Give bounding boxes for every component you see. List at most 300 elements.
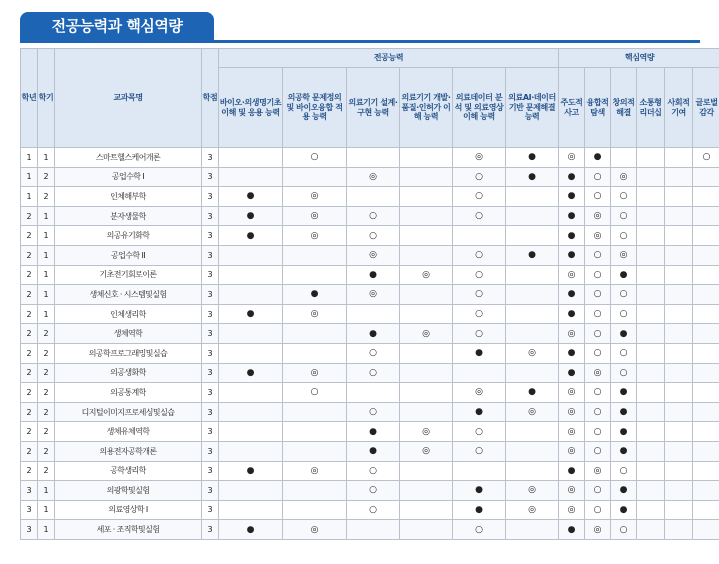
cell-grade: 2 <box>21 324 38 344</box>
cell-major-mark <box>219 422 283 442</box>
cell-semester: 1 <box>38 226 55 246</box>
cell-major-mark: ○ <box>453 520 506 540</box>
cell-major-mark: ○ <box>453 422 506 442</box>
cell-grade: 2 <box>21 422 38 442</box>
cell-major-mark: ○ <box>453 187 506 207</box>
header-semester: 학기 <box>38 49 55 148</box>
cell-course: 인체해부학 <box>55 187 202 207</box>
cell-grade: 2 <box>21 206 38 226</box>
cell-core-mark <box>637 245 665 265</box>
cell-major-mark: ◎ <box>506 500 559 520</box>
cell-core-mark <box>637 324 665 344</box>
cell-major-mark <box>219 285 283 305</box>
cell-major-mark: ○ <box>453 167 506 187</box>
cell-core-mark <box>665 441 693 461</box>
cell-major-mark <box>347 148 400 168</box>
cell-course: 생체신호 · 시스템및실험 <box>55 285 202 305</box>
cell-core-mark: ● <box>559 187 585 207</box>
cell-core-mark: ● <box>611 441 637 461</box>
cell-core-mark: ○ <box>611 187 637 207</box>
cell-semester: 1 <box>38 245 55 265</box>
cell-major-mark: ◎ <box>400 324 453 344</box>
cell-core-mark <box>693 402 719 422</box>
table-row <box>21 402 719 422</box>
cell-core-mark: ○ <box>585 481 611 501</box>
cell-core-mark <box>665 245 693 265</box>
cell-core-mark <box>693 481 719 501</box>
cell-core-mark: ● <box>611 265 637 285</box>
cell-major-mark: ○ <box>453 265 506 285</box>
cell-core-mark: ◎ <box>585 206 611 226</box>
cell-major-mark: ◎ <box>400 441 453 461</box>
cell-major-mark: ○ <box>453 285 506 305</box>
header-credit: 학점 <box>202 49 219 148</box>
cell-core-mark: ◎ <box>559 324 585 344</box>
cell-course: 스마트헬스케어개론 <box>55 148 202 168</box>
cell-major-mark <box>506 363 559 383</box>
cell-core-mark <box>665 206 693 226</box>
cell-core-mark <box>637 206 665 226</box>
cell-core-mark: ● <box>611 324 637 344</box>
cell-credit: 3 <box>202 441 219 461</box>
cell-course: 공학생리학 <box>55 461 202 481</box>
header-major-col: 의료데이터 분석 및 의료영상 이해 능력 <box>453 68 506 148</box>
cell-grade: 3 <box>21 481 38 501</box>
cell-core-mark: ○ <box>611 226 637 246</box>
cell-core-mark: ○ <box>611 363 637 383</box>
cell-major-mark <box>506 422 559 442</box>
cell-credit: 3 <box>202 226 219 246</box>
cell-semester: 1 <box>38 206 55 226</box>
cell-core-mark: ● <box>585 148 611 168</box>
cell-credit: 3 <box>202 422 219 442</box>
cell-major-mark: ◎ <box>400 422 453 442</box>
table-row <box>21 245 719 265</box>
header-core-col: 창의적 해결 <box>611 68 637 148</box>
cell-major-mark <box>219 500 283 520</box>
table-row <box>21 187 719 207</box>
cell-core-mark: ● <box>559 285 585 305</box>
cell-core-mark: ○ <box>585 500 611 520</box>
header-major-col: 의료기기 개발·품질·인허가 이해 능력 <box>400 68 453 148</box>
cell-credit: 3 <box>202 500 219 520</box>
header-major-col: 의공학 문제정의 및 바이오융합 적용 능력 <box>283 68 347 148</box>
cell-core-mark: ○ <box>585 245 611 265</box>
table-body <box>21 148 719 540</box>
cell-major-mark <box>400 461 453 481</box>
cell-core-mark: ○ <box>585 304 611 324</box>
cell-semester: 2 <box>38 343 55 363</box>
cell-credit: 3 <box>202 304 219 324</box>
cell-semester: 1 <box>38 285 55 305</box>
cell-core-mark: ◎ <box>559 441 585 461</box>
cell-core-mark: ○ <box>611 206 637 226</box>
cell-core-mark: ◎ <box>585 520 611 540</box>
table-row <box>21 167 719 187</box>
cell-major-mark <box>506 461 559 481</box>
cell-major-mark <box>400 304 453 324</box>
cell-core-mark: ◎ <box>559 422 585 442</box>
cell-major-mark <box>400 383 453 403</box>
cell-major-mark: ● <box>347 265 400 285</box>
cell-major-mark: ● <box>453 500 506 520</box>
cell-major-mark <box>283 422 347 442</box>
cell-core-mark: ○ <box>611 461 637 481</box>
table-row <box>21 285 719 305</box>
cell-major-mark <box>400 500 453 520</box>
cell-course: 의공통계학 <box>55 383 202 403</box>
cell-major-mark <box>506 226 559 246</box>
cell-core-mark <box>637 363 665 383</box>
cell-major-mark: ◎ <box>283 304 347 324</box>
cell-major-mark <box>506 187 559 207</box>
cell-grade: 2 <box>21 343 38 363</box>
cell-major-mark <box>400 245 453 265</box>
cell-major-mark: ● <box>506 167 559 187</box>
cell-course: 의공학프로그래밍및실습 <box>55 343 202 363</box>
header-grade: 학년 <box>21 49 38 148</box>
cell-grade: 3 <box>21 500 38 520</box>
cell-semester: 2 <box>38 422 55 442</box>
header-core-group: 핵심역량 <box>559 49 719 68</box>
cell-major-mark <box>453 226 506 246</box>
cell-grade: 2 <box>21 285 38 305</box>
cell-credit: 3 <box>202 402 219 422</box>
cell-grade: 2 <box>21 383 38 403</box>
cell-core-mark: ● <box>559 206 585 226</box>
cell-core-mark: ○ <box>611 343 637 363</box>
cell-grade: 1 <box>21 187 38 207</box>
cell-core-mark: ◎ <box>611 167 637 187</box>
table-row <box>21 520 719 540</box>
cell-credit: 3 <box>202 363 219 383</box>
cell-major-mark <box>506 304 559 324</box>
cell-core-mark: ● <box>559 461 585 481</box>
cell-core-mark: ◎ <box>611 245 637 265</box>
cell-major-mark: ◎ <box>506 481 559 501</box>
cell-grade: 2 <box>21 441 38 461</box>
header-core-col: 융합적 탐색 <box>585 68 611 148</box>
cell-core-mark <box>665 461 693 481</box>
cell-major-mark: ● <box>219 461 283 481</box>
cell-major-mark: ◎ <box>347 167 400 187</box>
cell-major-mark: ● <box>347 441 400 461</box>
cell-major-mark: ○ <box>453 441 506 461</box>
cell-major-mark: ◎ <box>283 187 347 207</box>
cell-major-mark: ◎ <box>400 265 453 285</box>
cell-core-mark <box>637 441 665 461</box>
cell-major-mark: ● <box>219 187 283 207</box>
cell-core-mark: ◎ <box>585 226 611 246</box>
cell-semester: 2 <box>38 461 55 481</box>
cell-major-mark <box>219 441 283 461</box>
cell-core-mark <box>637 461 665 481</box>
cell-major-mark: ○ <box>453 206 506 226</box>
cell-core-mark: ○ <box>585 167 611 187</box>
cell-core-mark <box>693 422 719 442</box>
cell-major-mark <box>453 363 506 383</box>
cell-core-mark <box>693 265 719 285</box>
cell-major-mark <box>400 343 453 363</box>
cell-core-mark <box>637 304 665 324</box>
cell-major-mark: ● <box>453 481 506 501</box>
cell-core-mark: ● <box>559 520 585 540</box>
cell-core-mark <box>693 461 719 481</box>
cell-major-mark <box>400 206 453 226</box>
cell-major-mark: ● <box>347 324 400 344</box>
cell-grade: 1 <box>21 148 38 168</box>
cell-core-mark: ● <box>559 304 585 324</box>
cell-core-mark <box>665 265 693 285</box>
table-row <box>21 422 719 442</box>
table-row <box>21 148 719 168</box>
cell-core-mark <box>665 324 693 344</box>
cell-core-mark: ○ <box>585 265 611 285</box>
cell-credit: 3 <box>202 343 219 363</box>
cell-core-mark: ◎ <box>559 481 585 501</box>
cell-grade: 1 <box>21 167 38 187</box>
cell-core-mark <box>665 343 693 363</box>
cell-grade: 2 <box>21 363 38 383</box>
cell-major-mark <box>506 206 559 226</box>
table-row <box>21 343 719 363</box>
cell-credit: 3 <box>202 383 219 403</box>
cell-major-mark: ● <box>506 383 559 403</box>
cell-major-mark: ● <box>219 520 283 540</box>
cell-grade: 2 <box>21 402 38 422</box>
cell-grade: 3 <box>21 520 38 540</box>
cell-core-mark <box>637 383 665 403</box>
cell-major-mark: ○ <box>347 206 400 226</box>
cell-core-mark <box>637 148 665 168</box>
cell-major-mark <box>219 343 283 363</box>
cell-core-mark <box>637 520 665 540</box>
cell-core-mark <box>665 520 693 540</box>
cell-semester: 1 <box>38 148 55 168</box>
cell-major-mark <box>400 148 453 168</box>
cell-major-mark <box>283 441 347 461</box>
cell-major-mark <box>400 520 453 540</box>
competency-table <box>20 48 719 540</box>
cell-core-mark <box>693 245 719 265</box>
cell-credit: 3 <box>202 148 219 168</box>
cell-semester: 2 <box>38 402 55 422</box>
cell-credit: 3 <box>202 167 219 187</box>
cell-core-mark <box>665 481 693 501</box>
cell-core-mark: ◎ <box>559 265 585 285</box>
cell-semester: 1 <box>38 481 55 501</box>
table-row <box>21 363 719 383</box>
cell-major-mark <box>506 285 559 305</box>
cell-core-mark <box>611 148 637 168</box>
cell-major-mark <box>283 481 347 501</box>
header-core-col: 주도적 사고 <box>559 68 585 148</box>
cell-core-mark <box>665 363 693 383</box>
cell-major-mark <box>283 500 347 520</box>
cell-major-mark <box>400 187 453 207</box>
header-core-col: 글로벌 감각 <box>693 68 719 148</box>
cell-course: 생체유체역학 <box>55 422 202 442</box>
cell-major-mark <box>283 343 347 363</box>
cell-semester: 1 <box>38 520 55 540</box>
cell-core-mark: ○ <box>611 304 637 324</box>
cell-core-mark: ● <box>559 245 585 265</box>
cell-major-mark <box>283 265 347 285</box>
cell-core-mark: ○ <box>585 383 611 403</box>
cell-major-mark: ● <box>347 422 400 442</box>
cell-core-mark <box>693 187 719 207</box>
cell-core-mark: ◎ <box>559 383 585 403</box>
cell-core-mark <box>665 304 693 324</box>
cell-major-mark: ◎ <box>283 461 347 481</box>
cell-core-mark <box>665 226 693 246</box>
cell-major-mark: ○ <box>347 363 400 383</box>
table-row <box>21 500 719 520</box>
cell-credit: 3 <box>202 324 219 344</box>
table-row <box>21 265 719 285</box>
cell-major-mark: ○ <box>347 481 400 501</box>
cell-core-mark: ● <box>611 500 637 520</box>
cell-core-mark: ● <box>611 481 637 501</box>
cell-credit: 3 <box>202 461 219 481</box>
cell-core-mark <box>637 265 665 285</box>
header-major-col: 의료AI·데이터 기반 문제해결 능력 <box>506 68 559 148</box>
cell-core-mark <box>637 187 665 207</box>
cell-major-mark <box>347 383 400 403</box>
cell-course: 인체생리학 <box>55 304 202 324</box>
cell-core-mark: ◎ <box>559 402 585 422</box>
cell-grade: 2 <box>21 304 38 324</box>
cell-major-mark: ○ <box>347 226 400 246</box>
cell-core-mark <box>693 363 719 383</box>
header-course: 교과목명 <box>55 49 202 148</box>
cell-major-mark: ○ <box>347 500 400 520</box>
cell-core-mark <box>665 187 693 207</box>
cell-course: 공업수학 II <box>55 245 202 265</box>
table-row <box>21 383 719 403</box>
cell-credit: 3 <box>202 285 219 305</box>
cell-credit: 3 <box>202 206 219 226</box>
cell-major-mark <box>219 481 283 501</box>
cell-major-mark: ○ <box>453 304 506 324</box>
cell-major-mark <box>453 461 506 481</box>
cell-major-mark: ◎ <box>453 148 506 168</box>
cell-major-mark: ○ <box>283 148 347 168</box>
cell-core-mark <box>693 500 719 520</box>
cell-major-mark: ○ <box>347 343 400 363</box>
cell-major-mark <box>400 285 453 305</box>
cell-major-mark: ○ <box>453 324 506 344</box>
cell-core-mark: ○ <box>611 520 637 540</box>
cell-core-mark <box>637 226 665 246</box>
header-major-col: 의료기기 설계·구현 능력 <box>347 68 400 148</box>
cell-core-mark <box>637 285 665 305</box>
cell-major-mark <box>283 402 347 422</box>
cell-core-mark <box>693 285 719 305</box>
cell-core-mark <box>637 167 665 187</box>
cell-major-mark <box>400 363 453 383</box>
cell-major-mark: ● <box>453 402 506 422</box>
cell-major-mark <box>400 481 453 501</box>
cell-major-mark: ● <box>453 343 506 363</box>
table-row <box>21 206 719 226</box>
cell-core-mark <box>693 343 719 363</box>
cell-semester: 1 <box>38 500 55 520</box>
cell-major-mark: ● <box>219 304 283 324</box>
cell-core-mark <box>665 422 693 442</box>
cell-course: 세포 · 조직학및실험 <box>55 520 202 540</box>
cell-major-mark <box>219 402 283 422</box>
cell-major-mark: ○ <box>453 245 506 265</box>
cell-credit: 3 <box>202 245 219 265</box>
cell-major-mark: ◎ <box>506 402 559 422</box>
cell-credit: 3 <box>202 481 219 501</box>
cell-core-mark: ○ <box>585 402 611 422</box>
cell-major-mark: ◎ <box>283 520 347 540</box>
cell-major-mark <box>283 245 347 265</box>
cell-core-mark <box>665 285 693 305</box>
cell-major-mark: ● <box>506 245 559 265</box>
cell-credit: 3 <box>202 520 219 540</box>
cell-major-mark <box>347 304 400 324</box>
cell-course: 의료영상학 I <box>55 500 202 520</box>
cell-major-mark: ◎ <box>347 285 400 305</box>
cell-major-mark: ● <box>219 206 283 226</box>
cell-core-mark: ○ <box>585 324 611 344</box>
cell-major-mark <box>283 167 347 187</box>
cell-core-mark: ● <box>611 422 637 442</box>
cell-core-mark <box>693 167 719 187</box>
cell-core-mark: ◎ <box>585 461 611 481</box>
table-row <box>21 226 719 246</box>
cell-core-mark: ○ <box>585 343 611 363</box>
cell-core-mark: ○ <box>585 441 611 461</box>
cell-core-mark <box>637 402 665 422</box>
cell-major-mark: ◎ <box>347 245 400 265</box>
cell-major-mark: ○ <box>347 461 400 481</box>
cell-core-mark: ○ <box>585 285 611 305</box>
cell-major-mark: ● <box>506 148 559 168</box>
cell-semester: 1 <box>38 304 55 324</box>
cell-credit: 3 <box>202 187 219 207</box>
cell-course: 의광학및실험 <box>55 481 202 501</box>
cell-major-mark: ● <box>219 363 283 383</box>
cell-core-mark <box>665 148 693 168</box>
header-major-col: 바이오·의생명기초 이해 및 응용 능력 <box>219 68 283 148</box>
cell-course: 의공유기화학 <box>55 226 202 246</box>
page-title: 전공능력과 핵심역량 <box>20 12 214 40</box>
cell-core-mark: ○ <box>611 285 637 305</box>
table-row <box>21 304 719 324</box>
cell-core-mark: ● <box>559 363 585 383</box>
cell-core-mark <box>693 520 719 540</box>
table-row <box>21 481 719 501</box>
cell-core-mark: ○ <box>693 148 719 168</box>
cell-core-mark <box>637 481 665 501</box>
cell-semester: 2 <box>38 441 55 461</box>
cell-core-mark: ● <box>611 402 637 422</box>
cell-major-mark: ◎ <box>283 206 347 226</box>
cell-core-mark <box>693 304 719 324</box>
cell-core-mark: ● <box>559 226 585 246</box>
cell-major-mark <box>219 324 283 344</box>
cell-course: 분자생물학 <box>55 206 202 226</box>
cell-semester: 2 <box>38 363 55 383</box>
cell-major-mark <box>219 167 283 187</box>
cell-core-mark <box>637 343 665 363</box>
table-row <box>21 461 719 481</box>
cell-semester: 2 <box>38 187 55 207</box>
